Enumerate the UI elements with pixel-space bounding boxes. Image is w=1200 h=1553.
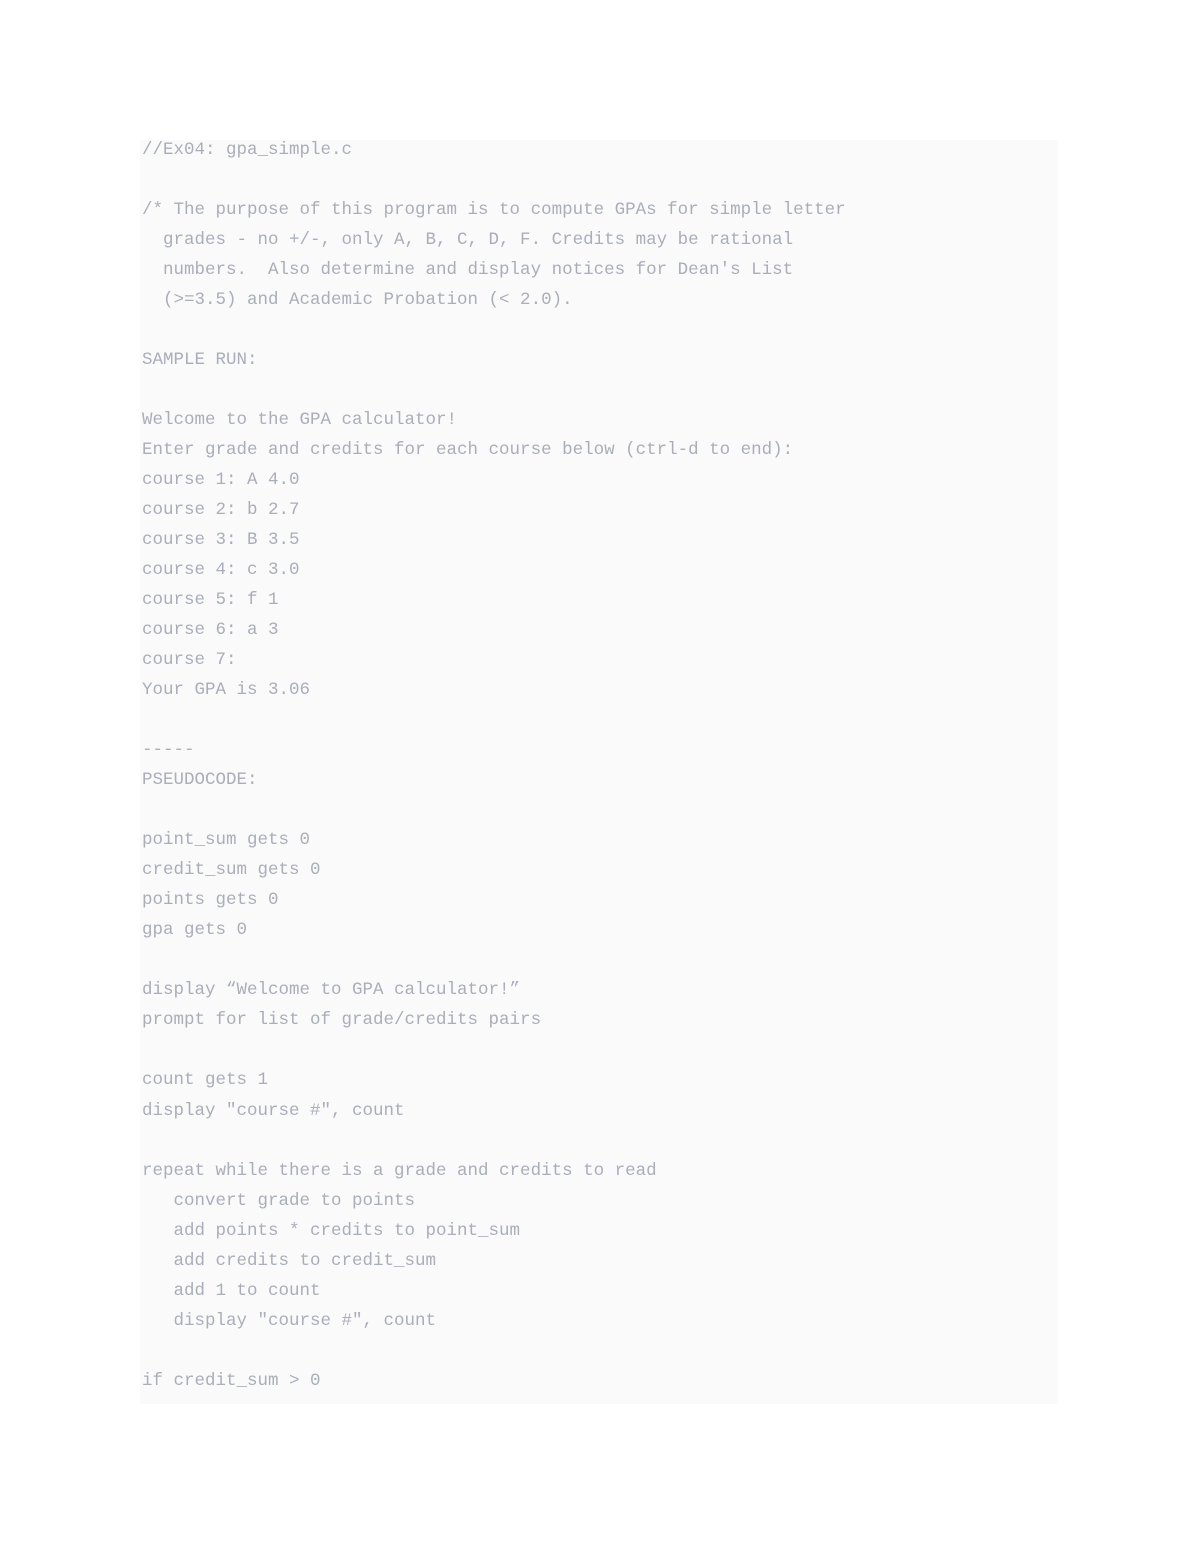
code-line: course 3: B 3.5 (142, 530, 300, 551)
code-line: repeat while there is a grade and credits to read (142, 1160, 657, 1181)
code-line: course 2: b 2.7 (142, 500, 300, 521)
code-lines (142, 135, 846, 1396)
code-line (142, 945, 846, 975)
code-line: grades - no +/-, only A, B, C, D, F. Credits may be rational (142, 230, 794, 251)
code-line (142, 315, 846, 345)
code-line: course 1: A 4.0 (142, 470, 300, 491)
code-line: add points * credits to point_sum (142, 1220, 521, 1241)
code-line: course 5: f 1 (142, 590, 279, 611)
code-line: //Ex04: gpa_simple.c (142, 140, 353, 160)
code-line: gpa gets 0 (142, 920, 248, 941)
code-line: /* The purpose of this program is to compute GPAs for simple letter (142, 200, 846, 221)
code-line: course 6: a 3 (142, 620, 279, 641)
code-line (142, 795, 846, 825)
code-line: prompt for list of grade/credits pairs (142, 1010, 542, 1031)
code-line: display “Welcome to GPA calculator!” (142, 980, 521, 1001)
code-line: numbers. Also determine and display notices for Dean's List (142, 260, 794, 281)
code-line: display "course #", count (142, 1310, 437, 1331)
code-line (142, 165, 846, 195)
code-block (140, 140, 1058, 1404)
code-line: course 4: c 3.0 (142, 560, 300, 581)
code-line (142, 1126, 846, 1156)
code-line (142, 1336, 846, 1366)
code-line: PSEUDOCODE: (142, 770, 258, 791)
code-line: ----- (142, 740, 195, 761)
code-line: add credits to credit_sum (142, 1250, 437, 1271)
code-line (142, 1035, 846, 1065)
code-line: Welcome to the GPA calculator! (142, 410, 458, 431)
code-line: Enter grade and credits for each course below (ctrl-d to end): (142, 440, 794, 461)
code-line: (>=3.5) and Academic Probation (< 2.0). (142, 290, 573, 311)
code-line: convert grade to points (142, 1190, 416, 1211)
code-line: count gets 1 (142, 1070, 269, 1091)
code-line (142, 705, 846, 735)
code-line: point_sum gets 0 (142, 830, 311, 851)
code-line: course 7: (142, 650, 237, 671)
code-line: SAMPLE RUN: (142, 350, 258, 371)
code-line: if credit_sum > 0 (142, 1370, 321, 1391)
code-line: add 1 to count (142, 1280, 321, 1301)
code-line (142, 375, 846, 405)
code-line: display "course #", count (142, 1100, 405, 1121)
code-line: Your GPA is 3.06 (142, 680, 311, 701)
code-line: credit_sum gets 0 (142, 860, 321, 881)
code-line: points gets 0 (142, 890, 279, 911)
